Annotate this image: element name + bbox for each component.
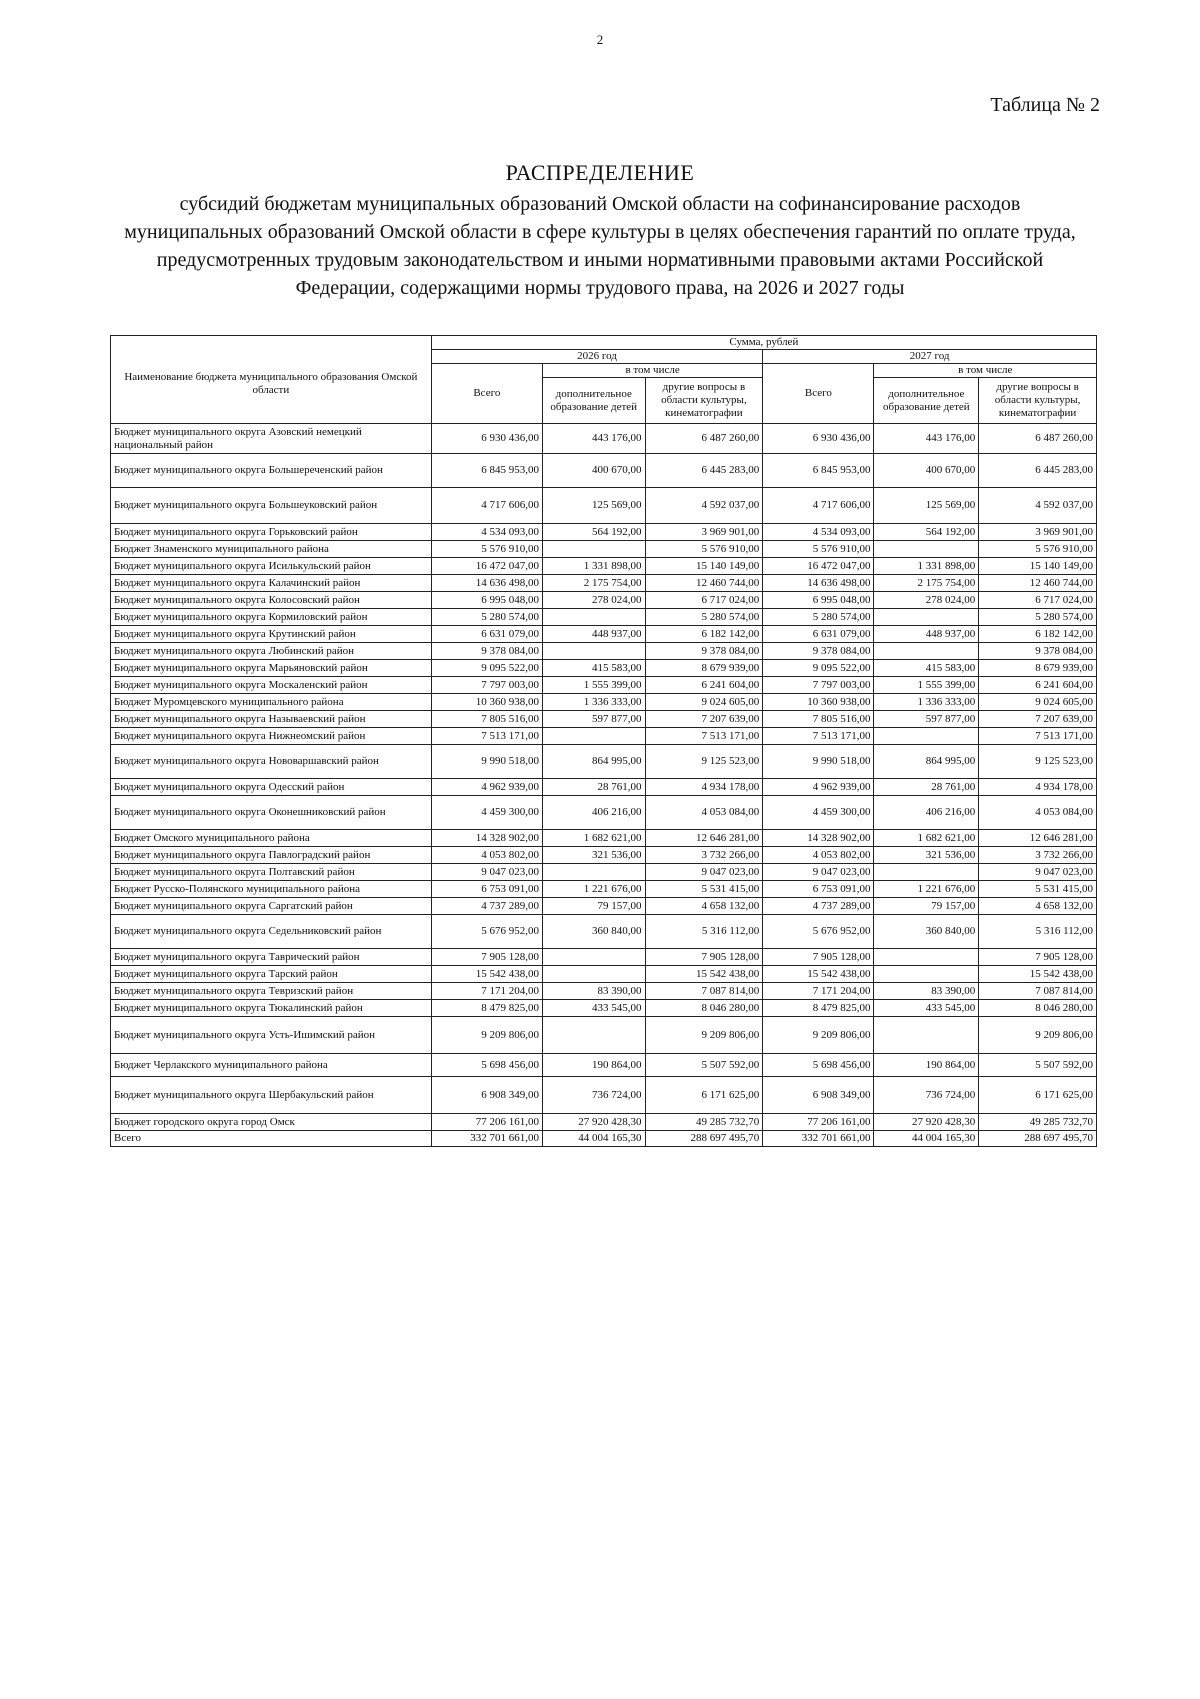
header-name-column: Наименование бюджета муниципального образования Омской области: [111, 336, 432, 424]
page-number: 2: [596, 32, 604, 47]
cell-culture-2026: 6 182 142,00: [645, 626, 763, 643]
table-row: [111, 711, 1097, 728]
cell-education-2027: [874, 1017, 979, 1054]
cell-culture-2027: 49 285 732,70: [979, 1114, 1097, 1131]
cell-total-2027: 4 053 802,00: [763, 847, 874, 864]
header-including-2027: в том числе: [874, 364, 1097, 378]
cell-total-2026: 9 209 806,00: [431, 1017, 542, 1054]
table-row: [111, 575, 1097, 592]
cell-education-2027: [874, 966, 979, 983]
cell-education-2027: 27 920 428,30: [874, 1114, 979, 1131]
cell-education-2026: 415 583,00: [542, 660, 645, 677]
table-row: [111, 694, 1097, 711]
cell-total-2027: 16 472 047,00: [763, 558, 874, 575]
table-row: [111, 728, 1097, 745]
cell-education-2026: 1 555 399,00: [542, 677, 645, 694]
cell-total-2026: 6 753 091,00: [431, 881, 542, 898]
total-row: [111, 1131, 1097, 1147]
cell-culture-2027: 6 487 260,00: [979, 424, 1097, 454]
cell-total-2026: 4 737 289,00: [431, 898, 542, 915]
table-row: [111, 626, 1097, 643]
header-total-2027: Всего: [763, 364, 874, 424]
row-name: Бюджет муниципального округа Нововаршавский район: [111, 745, 432, 779]
document-title: РАСПРЕДЕЛЕНИЕ: [505, 160, 695, 185]
cell-culture-2026: 6 445 283,00: [645, 454, 763, 488]
cell-total-2026: 7 171 204,00: [431, 983, 542, 1000]
cell-culture-2027: 15 140 149,00: [979, 558, 1097, 575]
header-year-2027: 2027 год: [763, 350, 1097, 364]
cell-total-2026: 9 047 023,00: [431, 864, 542, 881]
row-name: Бюджет муниципального округа Марьяновский район: [111, 660, 432, 677]
cell-culture-2027: 288 697 495,70: [979, 1131, 1097, 1147]
cell-education-2026: [542, 1017, 645, 1054]
cell-total-2027: 6 845 953,00: [763, 454, 874, 488]
row-name: Бюджет муниципального округа Усть-Ишимский район: [111, 1017, 432, 1054]
cell-culture-2026: 15 542 438,00: [645, 966, 763, 983]
cell-total-2027: 9 095 522,00: [763, 660, 874, 677]
cell-total-2027: 7 905 128,00: [763, 949, 874, 966]
cell-education-2027: 360 840,00: [874, 915, 979, 949]
table-row: [111, 830, 1097, 847]
table-row: [111, 779, 1097, 796]
table-row: [111, 796, 1097, 830]
row-name: Бюджет муниципального округа Колосовский район: [111, 592, 432, 609]
cell-education-2026: 278 024,00: [542, 592, 645, 609]
row-name: Бюджет муниципального округа Любинский район: [111, 643, 432, 660]
title-block: [100, 160, 1100, 302]
row-name: Бюджет городского округа город Омск: [111, 1114, 432, 1131]
header-extra-education-2027: дополнительное образование детей: [874, 378, 979, 424]
cell-culture-2026: 7 905 128,00: [645, 949, 763, 966]
row-name: Бюджет муниципального округа Тарский район: [111, 966, 432, 983]
row-name: Бюджет муниципального округа Калачинский район: [111, 575, 432, 592]
cell-education-2026: 1 331 898,00: [542, 558, 645, 575]
cell-total-2026: 7 805 516,00: [431, 711, 542, 728]
cell-total-2026: 15 542 438,00: [431, 966, 542, 983]
header-extra-education-2026: дополнительное образование детей: [542, 378, 645, 424]
cell-culture-2027: 8 679 939,00: [979, 660, 1097, 677]
row-name: Бюджет муниципального округа Седельниковский район: [111, 915, 432, 949]
cell-culture-2026: 4 934 178,00: [645, 779, 763, 796]
row-name: Бюджет муниципального округа Одесский район: [111, 779, 432, 796]
cell-total-2027: 9 047 023,00: [763, 864, 874, 881]
row-name: Бюджет Черлакского муниципального района: [111, 1054, 432, 1077]
cell-culture-2027: 9 047 023,00: [979, 864, 1097, 881]
cell-total-2027: 5 676 952,00: [763, 915, 874, 949]
cell-total-2027: 4 962 939,00: [763, 779, 874, 796]
cell-education-2026: 736 724,00: [542, 1077, 645, 1114]
cell-total-2027: 332 701 661,00: [763, 1131, 874, 1147]
cell-education-2027: 1 221 676,00: [874, 881, 979, 898]
cell-education-2026: 1 682 621,00: [542, 830, 645, 847]
cell-total-2027: 7 171 204,00: [763, 983, 874, 1000]
table-row: [111, 1000, 1097, 1017]
cell-culture-2027: 9 209 806,00: [979, 1017, 1097, 1054]
cell-education-2027: 125 569,00: [874, 488, 979, 524]
cell-education-2027: 597 877,00: [874, 711, 979, 728]
cell-total-2027: 5 698 456,00: [763, 1054, 874, 1077]
cell-total-2027: 6 753 091,00: [763, 881, 874, 898]
table-row: [111, 541, 1097, 558]
cell-total-2026: 7 513 171,00: [431, 728, 542, 745]
cell-education-2027: 736 724,00: [874, 1077, 979, 1114]
cell-total-2026: 4 053 802,00: [431, 847, 542, 864]
table-row: [111, 949, 1097, 966]
cell-culture-2027: 15 542 438,00: [979, 966, 1097, 983]
cell-total-2027: 7 513 171,00: [763, 728, 874, 745]
cell-education-2027: 2 175 754,00: [874, 575, 979, 592]
cell-culture-2027: 7 905 128,00: [979, 949, 1097, 966]
cell-education-2026: 433 545,00: [542, 1000, 645, 1017]
cell-total-2027: 4 717 606,00: [763, 488, 874, 524]
row-name: Бюджет муниципального округа Называевский район: [111, 711, 432, 728]
cell-total-2026: 5 698 456,00: [431, 1054, 542, 1077]
cell-culture-2027: 5 507 592,00: [979, 1054, 1097, 1077]
cell-culture-2027: 7 207 639,00: [979, 711, 1097, 728]
table-body: [111, 424, 1097, 1147]
cell-education-2026: [542, 728, 645, 745]
cell-culture-2026: 9 047 023,00: [645, 864, 763, 881]
cell-total-2027: 9 378 084,00: [763, 643, 874, 660]
table-row: [111, 677, 1097, 694]
table-row: [111, 864, 1097, 881]
cell-total-2027: 8 479 825,00: [763, 1000, 874, 1017]
cell-total-2026: 6 995 048,00: [431, 592, 542, 609]
cell-education-2026: 864 995,00: [542, 745, 645, 779]
header-culture-2026: другие вопросы в области культуры, кинематографии: [645, 378, 763, 424]
cell-education-2026: 360 840,00: [542, 915, 645, 949]
table-row: [111, 1017, 1097, 1054]
table-row: [111, 881, 1097, 898]
cell-culture-2026: 8 046 280,00: [645, 1000, 763, 1017]
cell-education-2027: 321 536,00: [874, 847, 979, 864]
cell-culture-2027: 6 241 604,00: [979, 677, 1097, 694]
header-sum: Сумма, рублей: [431, 336, 1096, 350]
cell-culture-2026: 9 209 806,00: [645, 1017, 763, 1054]
cell-total-2026: 10 360 938,00: [431, 694, 542, 711]
cell-education-2026: 448 937,00: [542, 626, 645, 643]
cell-total-2027: 9 209 806,00: [763, 1017, 874, 1054]
cell-culture-2026: 6 487 260,00: [645, 424, 763, 454]
cell-culture-2026: 3 969 901,00: [645, 524, 763, 541]
cell-education-2026: [542, 643, 645, 660]
cell-total-2027: 77 206 161,00: [763, 1114, 874, 1131]
row-name: Бюджет муниципального округа Москаленский район: [111, 677, 432, 694]
cell-culture-2026: 288 697 495,70: [645, 1131, 763, 1147]
cell-education-2026: 27 920 428,30: [542, 1114, 645, 1131]
row-name: Бюджет муниципального округа Тюкалинский район: [111, 1000, 432, 1017]
cell-total-2026: 5 676 952,00: [431, 915, 542, 949]
cell-education-2027: 433 545,00: [874, 1000, 979, 1017]
cell-total-2026: 5 280 574,00: [431, 609, 542, 626]
header-culture-2027: другие вопросы в области культуры, кинематографии: [979, 378, 1097, 424]
cell-total-2027: 5 576 910,00: [763, 541, 874, 558]
cell-total-2026: 6 908 349,00: [431, 1077, 542, 1114]
cell-culture-2026: 6 171 625,00: [645, 1077, 763, 1114]
cell-culture-2026: 15 140 149,00: [645, 558, 763, 575]
cell-total-2026: 16 472 047,00: [431, 558, 542, 575]
cell-culture-2027: 5 531 415,00: [979, 881, 1097, 898]
cell-culture-2027: 9 125 523,00: [979, 745, 1097, 779]
cell-total-2026: 4 459 300,00: [431, 796, 542, 830]
cell-total-2027: 4 737 289,00: [763, 898, 874, 915]
table-row: [111, 454, 1097, 488]
cell-education-2027: 278 024,00: [874, 592, 979, 609]
cell-total-2026: 9 095 522,00: [431, 660, 542, 677]
cell-culture-2027: 7 513 171,00: [979, 728, 1097, 745]
table-row: [111, 915, 1097, 949]
table-row: [111, 558, 1097, 575]
cell-education-2026: [542, 541, 645, 558]
cell-education-2026: 190 864,00: [542, 1054, 645, 1077]
cell-culture-2026: 12 646 281,00: [645, 830, 763, 847]
cell-education-2027: 83 390,00: [874, 983, 979, 1000]
table-row: [111, 1114, 1097, 1131]
cell-education-2027: 28 761,00: [874, 779, 979, 796]
row-name: Бюджет муниципального округа Большеуковский район: [111, 488, 432, 524]
cell-culture-2027: 4 592 037,00: [979, 488, 1097, 524]
table-header: [111, 336, 1097, 424]
row-name: Бюджет Русско-Полянского муниципального района: [111, 881, 432, 898]
cell-total-2026: 4 534 093,00: [431, 524, 542, 541]
cell-total-2026: 77 206 161,00: [431, 1114, 542, 1131]
cell-culture-2027: 6 717 024,00: [979, 592, 1097, 609]
table-row: [111, 592, 1097, 609]
cell-total-2027: 6 908 349,00: [763, 1077, 874, 1114]
row-name: Бюджет муниципального округа Крутинский район: [111, 626, 432, 643]
cell-culture-2027: 6 182 142,00: [979, 626, 1097, 643]
cell-total-2026: 7 905 128,00: [431, 949, 542, 966]
table-row: [111, 847, 1097, 864]
cell-culture-2026: 4 053 084,00: [645, 796, 763, 830]
cell-culture-2026: 5 280 574,00: [645, 609, 763, 626]
row-name: Бюджет муниципального округа Саргатский район: [111, 898, 432, 915]
cell-culture-2027: 6 445 283,00: [979, 454, 1097, 488]
cell-education-2027: 564 192,00: [874, 524, 979, 541]
table-row: [111, 1077, 1097, 1114]
cell-total-2027: 7 805 516,00: [763, 711, 874, 728]
cell-total-2026: 6 631 079,00: [431, 626, 542, 643]
cell-total-2026: 9 990 518,00: [431, 745, 542, 779]
table-row: [111, 609, 1097, 626]
cell-education-2027: 1 331 898,00: [874, 558, 979, 575]
row-name: Бюджет муниципального округа Нижнеомский район: [111, 728, 432, 745]
cell-culture-2026: 7 207 639,00: [645, 711, 763, 728]
cell-culture-2027: 3 969 901,00: [979, 524, 1097, 541]
table-row: [111, 660, 1097, 677]
cell-education-2026: [542, 864, 645, 881]
row-name: Всего: [111, 1131, 432, 1147]
cell-total-2027: 4 459 300,00: [763, 796, 874, 830]
cell-culture-2026: 9 125 523,00: [645, 745, 763, 779]
cell-total-2026: 9 378 084,00: [431, 643, 542, 660]
cell-culture-2027: 8 046 280,00: [979, 1000, 1097, 1017]
cell-education-2027: 1 682 621,00: [874, 830, 979, 847]
cell-total-2026: 332 701 661,00: [431, 1131, 542, 1147]
cell-education-2027: 443 176,00: [874, 424, 979, 454]
cell-total-2026: 4 962 939,00: [431, 779, 542, 796]
cell-culture-2027: 3 732 266,00: [979, 847, 1097, 864]
cell-total-2027: 4 534 093,00: [763, 524, 874, 541]
cell-education-2026: 597 877,00: [542, 711, 645, 728]
table-row: [111, 745, 1097, 779]
cell-education-2027: 1 555 399,00: [874, 677, 979, 694]
cell-education-2026: 400 670,00: [542, 454, 645, 488]
cell-education-2027: 79 157,00: [874, 898, 979, 915]
cell-total-2026: 14 328 902,00: [431, 830, 542, 847]
cell-total-2027: 10 360 938,00: [763, 694, 874, 711]
cell-culture-2026: 3 732 266,00: [645, 847, 763, 864]
cell-culture-2026: 5 531 415,00: [645, 881, 763, 898]
row-name: Бюджет муниципального округа Павлоградский район: [111, 847, 432, 864]
cell-total-2027: 6 631 079,00: [763, 626, 874, 643]
row-name: Бюджет муниципального округа Исилькульский район: [111, 558, 432, 575]
cell-education-2026: 443 176,00: [542, 424, 645, 454]
cell-total-2027: 6 930 436,00: [763, 424, 874, 454]
header-including-2026: в том числе: [542, 364, 762, 378]
cell-total-2027: 6 995 048,00: [763, 592, 874, 609]
subsidy-distribution-table: [110, 335, 1097, 1147]
cell-culture-2026: 4 592 037,00: [645, 488, 763, 524]
cell-education-2026: [542, 609, 645, 626]
cell-total-2027: 15 542 438,00: [763, 966, 874, 983]
cell-education-2027: 400 670,00: [874, 454, 979, 488]
cell-total-2026: 6 845 953,00: [431, 454, 542, 488]
cell-culture-2026: 7 087 814,00: [645, 983, 763, 1000]
cell-total-2027: 9 990 518,00: [763, 745, 874, 779]
document-subtitle: субсидий бюджетам муниципальных образований Омской области на софинансирование расходов муниципальных образований Омской области в сфере культуры в целях обеспечения гарантий по оплате труда, предусмотренных трудовым законодательством и иными нормативными правовыми актами Российской Федерации, содержащими нормы трудового права, на 2026 и 2027 годы: [124, 193, 1076, 299]
cell-culture-2027: 4 934 178,00: [979, 779, 1097, 796]
row-name: Бюджет муниципального округа Тевризский район: [111, 983, 432, 1000]
cell-total-2026: 8 479 825,00: [431, 1000, 542, 1017]
cell-total-2027: 14 328 902,00: [763, 830, 874, 847]
cell-education-2027: [874, 541, 979, 558]
cell-education-2026: 125 569,00: [542, 488, 645, 524]
cell-culture-2027: 6 171 625,00: [979, 1077, 1097, 1114]
cell-culture-2026: 5 316 112,00: [645, 915, 763, 949]
row-name: Бюджет муниципального округа Шербакульский район: [111, 1077, 432, 1114]
row-name: Бюджет муниципального округа Большереченский район: [111, 454, 432, 488]
cell-culture-2026: 6 717 024,00: [645, 592, 763, 609]
cell-education-2026: [542, 966, 645, 983]
cell-education-2026: 321 536,00: [542, 847, 645, 864]
cell-total-2026: 6 930 436,00: [431, 424, 542, 454]
cell-education-2026: 406 216,00: [542, 796, 645, 830]
cell-culture-2026: 9 024 605,00: [645, 694, 763, 711]
cell-culture-2026: 49 285 732,70: [645, 1114, 763, 1131]
cell-culture-2026: 8 679 939,00: [645, 660, 763, 677]
table-row: [111, 643, 1097, 660]
table-row: [111, 424, 1097, 454]
cell-education-2026: 79 157,00: [542, 898, 645, 915]
cell-education-2027: 190 864,00: [874, 1054, 979, 1077]
cell-culture-2027: 7 087 814,00: [979, 983, 1097, 1000]
cell-culture-2026: 7 513 171,00: [645, 728, 763, 745]
cell-culture-2027: 12 646 281,00: [979, 830, 1097, 847]
header-total-2026: Всего: [431, 364, 542, 424]
cell-culture-2027: 12 460 744,00: [979, 575, 1097, 592]
cell-education-2027: [874, 949, 979, 966]
cell-culture-2026: 12 460 744,00: [645, 575, 763, 592]
cell-education-2027: [874, 609, 979, 626]
cell-culture-2027: 5 576 910,00: [979, 541, 1097, 558]
cell-total-2026: 7 797 003,00: [431, 677, 542, 694]
cell-education-2027: 44 004 165,30: [874, 1131, 979, 1147]
cell-education-2027: [874, 864, 979, 881]
cell-total-2026: 4 717 606,00: [431, 488, 542, 524]
cell-culture-2027: 9 024 605,00: [979, 694, 1097, 711]
table-row: [111, 488, 1097, 524]
table-row: [111, 898, 1097, 915]
cell-culture-2026: 5 576 910,00: [645, 541, 763, 558]
cell-education-2026: 1 336 333,00: [542, 694, 645, 711]
cell-total-2026: 5 576 910,00: [431, 541, 542, 558]
cell-education-2027: [874, 728, 979, 745]
cell-education-2026: 564 192,00: [542, 524, 645, 541]
cell-culture-2027: 5 280 574,00: [979, 609, 1097, 626]
cell-culture-2026: 5 507 592,00: [645, 1054, 763, 1077]
table-row: [111, 983, 1097, 1000]
cell-education-2026: 28 761,00: [542, 779, 645, 796]
cell-education-2026: 2 175 754,00: [542, 575, 645, 592]
cell-education-2026: 44 004 165,30: [542, 1131, 645, 1147]
cell-education-2026: 83 390,00: [542, 983, 645, 1000]
row-name: Бюджет муниципального округа Кормиловский район: [111, 609, 432, 626]
cell-culture-2026: 6 241 604,00: [645, 677, 763, 694]
table-row: [111, 524, 1097, 541]
cell-culture-2027: 5 316 112,00: [979, 915, 1097, 949]
cell-total-2027: 14 636 498,00: [763, 575, 874, 592]
cell-education-2026: [542, 949, 645, 966]
cell-education-2027: 448 937,00: [874, 626, 979, 643]
cell-education-2027: 1 336 333,00: [874, 694, 979, 711]
row-name: Бюджет муниципального округа Таврический район: [111, 949, 432, 966]
cell-education-2027: 406 216,00: [874, 796, 979, 830]
cell-culture-2027: 9 378 084,00: [979, 643, 1097, 660]
row-name: Бюджет Омского муниципального района: [111, 830, 432, 847]
row-name: Бюджет муниципального округа Горьковский район: [111, 524, 432, 541]
row-name: Бюджет Муромцевского муниципального района: [111, 694, 432, 711]
cell-education-2027: [874, 643, 979, 660]
cell-education-2027: 864 995,00: [874, 745, 979, 779]
cell-culture-2026: 9 378 084,00: [645, 643, 763, 660]
row-name: Бюджет Знаменского муниципального района: [111, 541, 432, 558]
row-name: Бюджет муниципального округа Полтавский район: [111, 864, 432, 881]
cell-education-2026: 1 221 676,00: [542, 881, 645, 898]
cell-culture-2026: 4 658 132,00: [645, 898, 763, 915]
cell-culture-2027: 4 053 084,00: [979, 796, 1097, 830]
table-row: [111, 1054, 1097, 1077]
cell-total-2027: 5 280 574,00: [763, 609, 874, 626]
cell-culture-2027: 4 658 132,00: [979, 898, 1097, 915]
header-year-2026: 2026 год: [431, 350, 763, 364]
table-row: [111, 966, 1097, 983]
cell-total-2026: 14 636 498,00: [431, 575, 542, 592]
row-name: Бюджет муниципального округа Оконешниковский район: [111, 796, 432, 830]
table-label: Таблица № 2: [990, 94, 1100, 116]
cell-total-2027: 7 797 003,00: [763, 677, 874, 694]
cell-education-2027: 415 583,00: [874, 660, 979, 677]
row-name: Бюджет муниципального округа Азовский немецкий национальный район: [111, 424, 432, 454]
